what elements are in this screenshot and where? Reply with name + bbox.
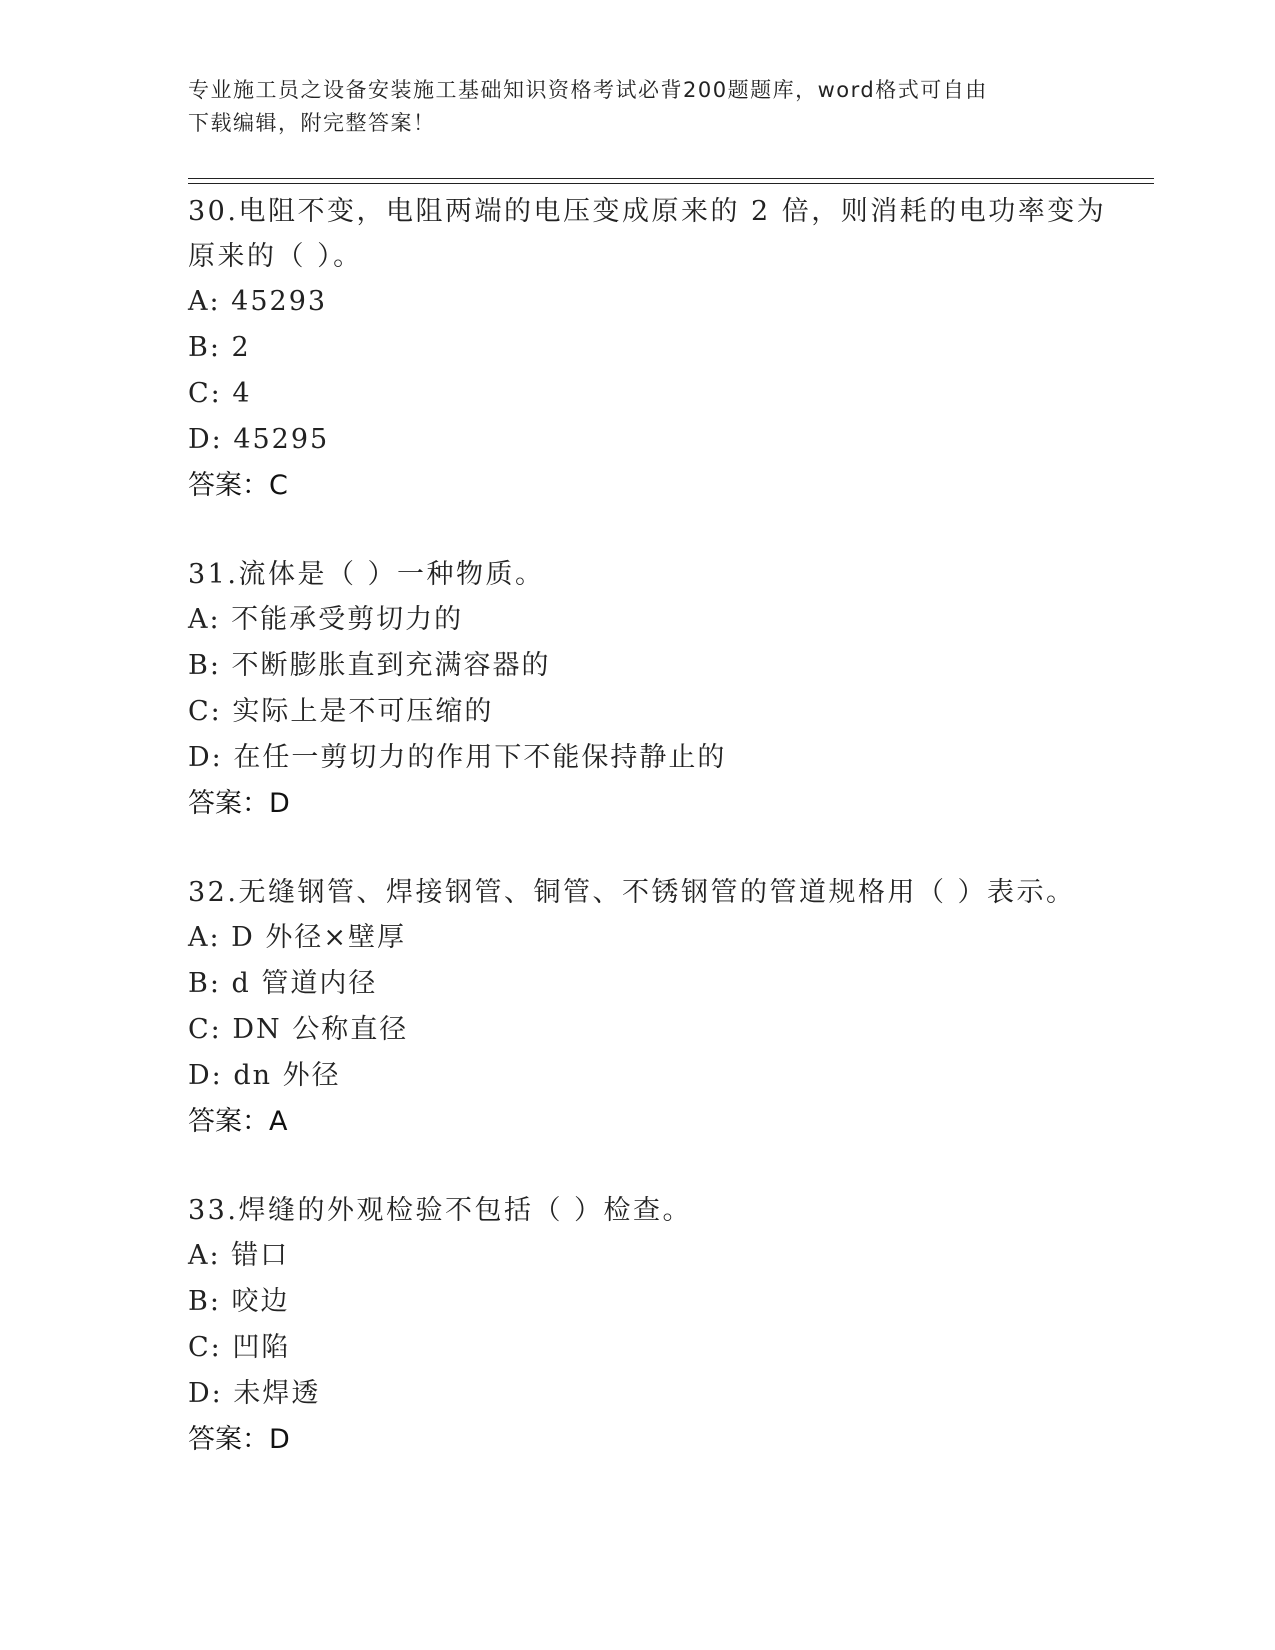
question-32 bbox=[188, 870, 1148, 1145]
answer: 答案：A bbox=[188, 1106, 288, 1137]
question-text: 30.电阻不变，电阻两端的电压变成原来的 2 倍，则消耗的电功率变为 bbox=[188, 196, 1107, 227]
question-text: 33.焊缝的外观检验不包括（ ）检查。 bbox=[188, 1195, 693, 1226]
question-33 bbox=[188, 1188, 1148, 1463]
option-d: D: 45295 bbox=[188, 424, 330, 455]
question-list bbox=[188, 189, 1148, 1506]
option-c: C: DN 公称直径 bbox=[188, 1014, 409, 1045]
option-b: B: d 管道内径 bbox=[188, 968, 378, 999]
option-d: D: 未焊透 bbox=[188, 1378, 321, 1409]
option-c: C: 4 bbox=[188, 378, 252, 409]
option-a: A: 不能承受剪切力的 bbox=[188, 604, 464, 635]
option-b: B: 不断膨胀直到充满容器的 bbox=[188, 650, 551, 681]
answer: 答案：D bbox=[188, 1424, 290, 1455]
option-b: B: 咬边 bbox=[188, 1286, 290, 1317]
header-divider-bottom bbox=[188, 183, 1154, 184]
option-a: A: 错口 bbox=[188, 1240, 290, 1271]
option-a: A: D 外径×壁厚 bbox=[188, 922, 407, 953]
question-31 bbox=[188, 552, 1148, 827]
option-c: C: 凹陷 bbox=[188, 1332, 291, 1363]
option-d: D: dn 外径 bbox=[188, 1060, 341, 1091]
header-line-1: 专业施工员之设备安装施工基础知识资格考试必背200题题库，word格式可自由 bbox=[188, 78, 988, 102]
answer: 答案：D bbox=[188, 788, 290, 819]
header-line-2: 下载编辑，附完整答案！ bbox=[188, 111, 436, 135]
document-header bbox=[188, 74, 1088, 140]
option-c: C: 实际上是不可压缩的 bbox=[188, 696, 494, 727]
option-a: A: 45293 bbox=[188, 286, 328, 317]
question-text: 32.无缝钢管、焊接钢管、铜管、不锈钢管的管道规格用（ ）表示。 bbox=[188, 877, 1076, 908]
option-d: D: 在任一剪切力的作用下不能保持静止的 bbox=[188, 742, 727, 773]
question-text: 31.流体是（ ）一种物质。 bbox=[188, 559, 545, 590]
answer: 答案：C bbox=[188, 470, 288, 501]
question-30 bbox=[188, 189, 1148, 509]
question-text-continued: 原来的（ ）。 bbox=[188, 241, 363, 272]
header-divider-top bbox=[188, 178, 1154, 179]
option-b: B: 2 bbox=[188, 332, 251, 363]
